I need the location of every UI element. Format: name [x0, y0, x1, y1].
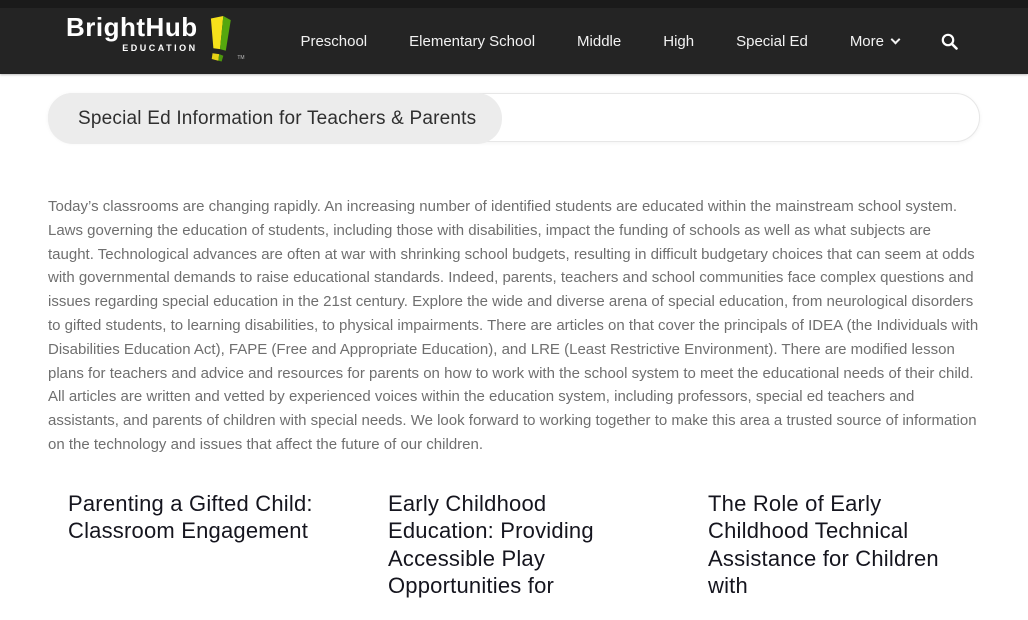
search-icon — [941, 33, 958, 50]
nav-more-label: More — [849, 32, 884, 50]
article-card[interactable] — [368, 470, 660, 620]
nav-item-special-ed[interactable]: Special Ed — [736, 32, 808, 50]
article-grid — [48, 470, 980, 620]
nav-item-high[interactable]: High — [663, 32, 695, 50]
article-card[interactable] — [48, 470, 340, 620]
article-card[interactable] — [688, 470, 980, 620]
nav-item-preschool[interactable]: Preschool — [300, 32, 368, 50]
page-content — [0, 93, 1028, 620]
article-title[interactable]: The Role of Early Childhood Technical Assistance for Children with — [708, 490, 939, 599]
search-button[interactable] — [941, 33, 958, 50]
page-title-pill — [48, 93, 502, 144]
trademark-symbol: TM — [237, 54, 245, 61]
nav-item-more[interactable] — [850, 33, 899, 50]
page-title-bar — [48, 93, 980, 142]
chevron-down-icon — [891, 34, 901, 44]
nav-item-middle[interactable]: Middle — [577, 32, 622, 50]
brighthub-logo[interactable] — [66, 11, 245, 69]
intro-paragraph: Today’s classrooms are changing rapidly. An increasing number of identified students are educated within the mainstream school system. Laws governing the education of students, including those with disabilities, impact the funding of schools as well as what subjects are taught. Technological advances are often at war with shrinking school budgets, resulting in difficult budgetary choices that can seem at odds with governmental demands to raise educational standards. Indeed, parents, teachers and school communities face complex questions and issues regarding special education in the 21st century. Explore the wide and diverse arena of special education, from neurological disorders to gifted students, to learning disabilities, to physical impairments. There are articles on that cover the principals of IDEA (the Individuals with Disabilities Education Act), FAPE (Free and Appropriate Education), and LRE (Least Restrictive Environment). There are modified lesson plans for teachers and advice and resources for parents on how to work with the school system to meet the educational needs of their child. All articles are written and vetted by experienced voices within the education system, including professors, special ed teachers and assistants, and parents of children with special needs. We look forward to working together to make this area a trusted source of information on the technology and issues that affect the future of our children. — [48, 198, 979, 453]
logo-exclamation-icon — [205, 16, 245, 69]
article-title[interactable]: Early Childhood Education: Providing Accessible Play Opportunities for — [388, 490, 594, 599]
header-top-strip — [0, 0, 1028, 8]
logo-brand-text: BrightHub — [66, 11, 198, 42]
page-title: Special Ed Information for Teachers & Parents — [78, 107, 477, 129]
site-header — [0, 0, 1028, 74]
article-title[interactable]: Parenting a Gifted Child: Classroom Engagement — [68, 490, 313, 544]
main-nav — [300, 33, 958, 50]
nav-item-elementary-school[interactable]: Elementary School — [409, 32, 536, 50]
logo-subtitle-text: EDUCATION — [122, 42, 198, 53]
